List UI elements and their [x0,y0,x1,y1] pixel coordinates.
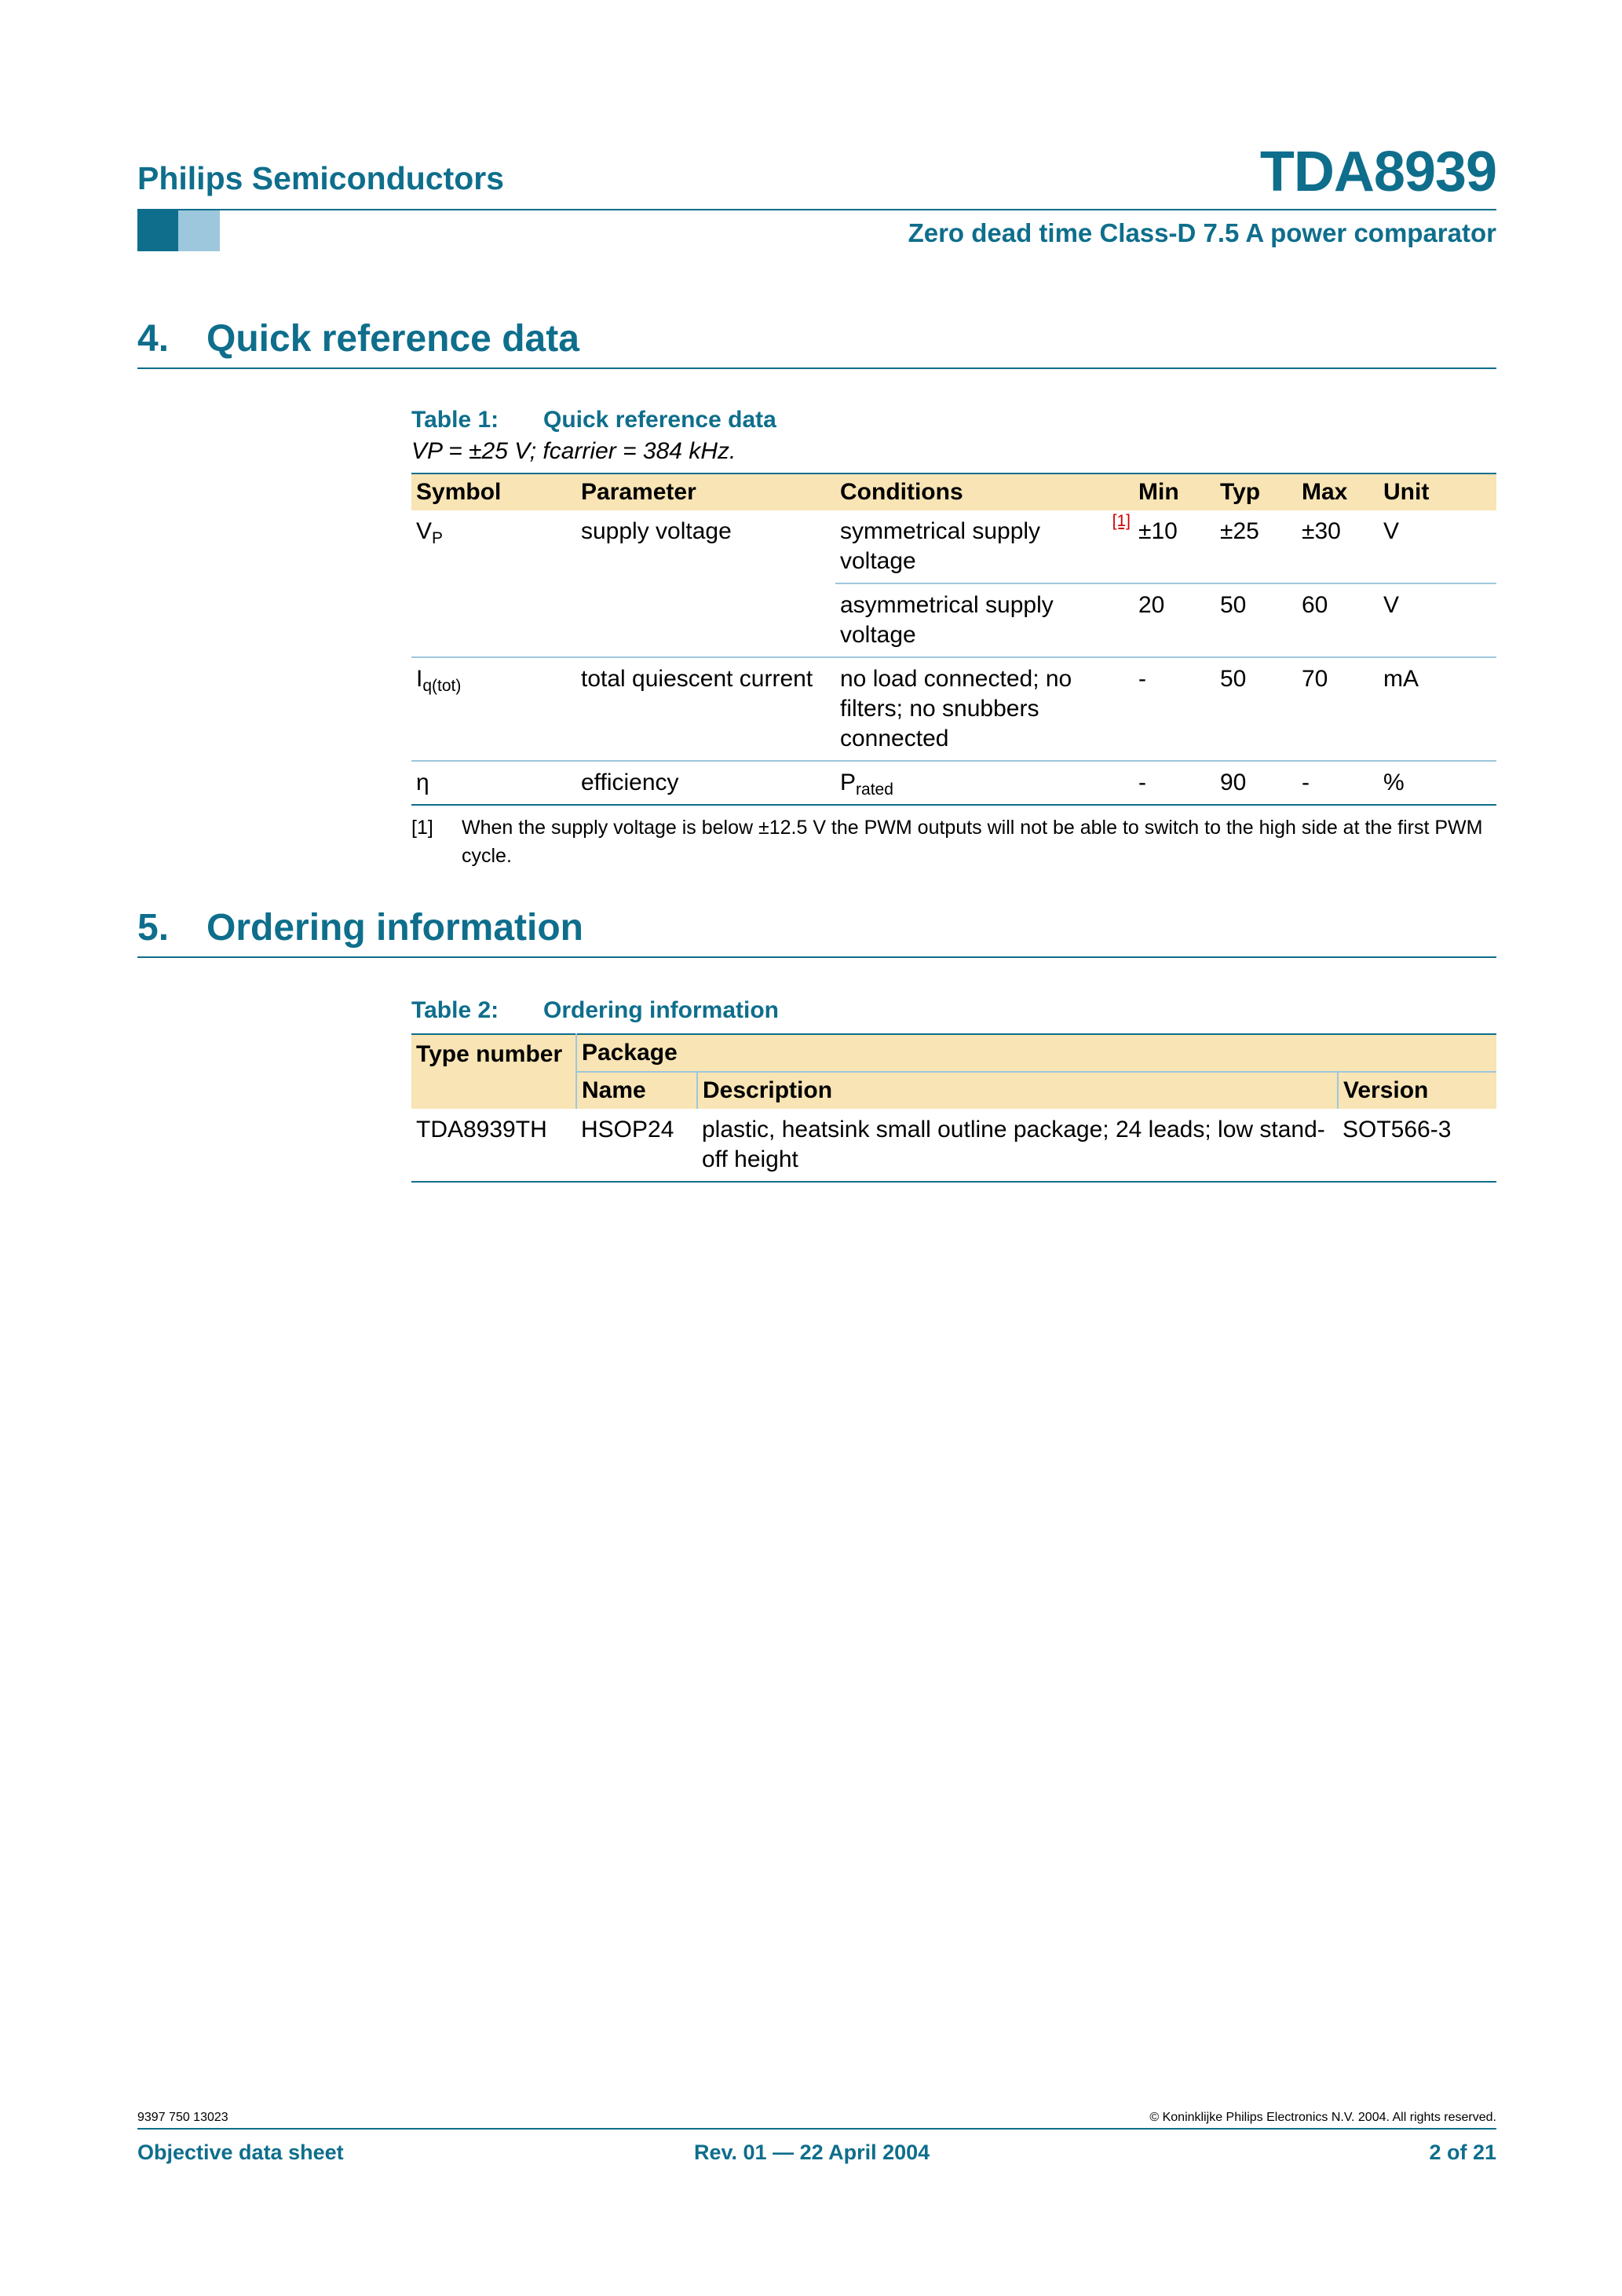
footnote-key: [1] [411,817,433,839]
table-1-conditions-text: VP = ±25 V; fcarrier = 384 kHz. [411,438,736,464]
version-cell: SOT566-3 [1338,1109,1496,1182]
table-1-title: Quick reference data [543,407,776,433]
footer-rule [137,2128,1496,2130]
symbol-cell: $V_P$ [411,510,576,657]
unit-cell: V [1379,510,1496,583]
typ-cell: 50 [1215,583,1297,657]
logo-square-light [178,210,220,251]
min-cell: - [1134,657,1215,761]
conditions-cell: no load connected; no filters; no snubbers connected [835,657,1134,761]
table-row [411,1109,1496,1182]
table-1-label: Table 1: [411,407,499,433]
col-header-description: Description [697,1072,1338,1109]
table-1-conditions [411,438,736,465]
document-subtitle: Zero dead time Class-D 7.5 A power comparator [908,218,1496,247]
max-cell: - [1297,761,1379,805]
col-header: Typ [1215,473,1297,510]
table-1-caption [411,407,776,433]
table-row [411,761,1496,805]
col-header-version: Version [1338,1072,1496,1109]
conditions-cell: symmetrical supply voltage [1] [835,510,1134,583]
min-cell: 20 [1134,583,1215,657]
table-2-caption [411,997,779,1024]
product-number: TDA8939 [1259,141,1496,203]
col-header: Min [1134,473,1215,510]
ordering-table [411,1033,1496,1183]
section-4-number: 4. [137,318,170,360]
unit-cell: V [1379,583,1496,657]
col-header-package: Package [576,1034,1496,1072]
section-4-heading [137,317,579,360]
unit-cell: % [1379,761,1496,805]
typ-cell: 90 [1215,761,1297,805]
section-5-number: 5. [137,907,170,949]
min-cell: ±10 [1134,510,1215,583]
description-cell: plastic, heatsink small outline package; 24 leads; low stand-off height [697,1109,1338,1182]
typ-cell: 50 [1215,657,1297,761]
section-5-title: Ordering information [206,907,583,949]
col-header-type-number: Type number [411,1034,576,1109]
section-5-rule [137,956,1496,958]
doc-number: 9397 750 13023 [137,2111,228,2124]
min-cell: - [1134,761,1215,805]
conditions-cell: $P_{rated}$ [835,761,1134,805]
doc-status: Objective data sheet [137,2141,344,2164]
col-header: Parameter [576,473,835,510]
col-header: Conditions [835,473,1134,510]
section-4-title: Quick reference data [206,318,579,360]
col-header: Max [1297,473,1379,510]
col-header: Symbol [411,473,576,510]
header-rule [137,209,1496,210]
max-cell: 60 [1297,583,1379,657]
symbol-cell: $I_{q(tot)}$ [411,657,576,761]
page-number: 2 of 21 [1429,2141,1496,2164]
section-4-rule [137,367,1496,369]
quick-reference-table [411,473,1496,806]
footnote-text: When the supply voltage is below ±12.5 V the PWM outputs will not be able to switch to the high side at the first PWM cycle. [462,817,1483,867]
table-2-label: Table 2: [411,997,499,1023]
conditions-cell: asymmetrical supply voltage [835,583,1134,657]
table-header-row [411,1034,1496,1072]
table-2-title: Ordering information [543,997,779,1023]
type-cell: TDA8939TH [411,1109,576,1182]
col-header: Unit [1379,473,1496,510]
parameter-cell: supply voltage [576,510,835,657]
company-name: Philips Semiconductors [137,160,505,196]
name-cell: HSOP24 [576,1109,697,1182]
symbol-cell: η [411,761,576,805]
typ-cell: ±25 [1215,510,1297,583]
col-header-name: Name [576,1072,697,1109]
table-row [411,510,1496,583]
parameter-cell: total quiescent current [576,657,835,761]
max-cell: 70 [1297,657,1379,761]
section-5-heading [137,906,583,949]
logo-square-dark [137,210,178,251]
copyright: © Koninklijke Philips Electronics N.V. 2004. All rights reserved. [1149,2111,1496,2124]
max-cell: ±30 [1297,510,1379,583]
unit-cell: mA [1379,657,1496,761]
revision: Rev. 01 — 22 April 2004 [694,2141,930,2164]
parameter-cell: efficiency [576,761,835,805]
table-row [411,657,1496,761]
table-header-row [411,473,1496,510]
